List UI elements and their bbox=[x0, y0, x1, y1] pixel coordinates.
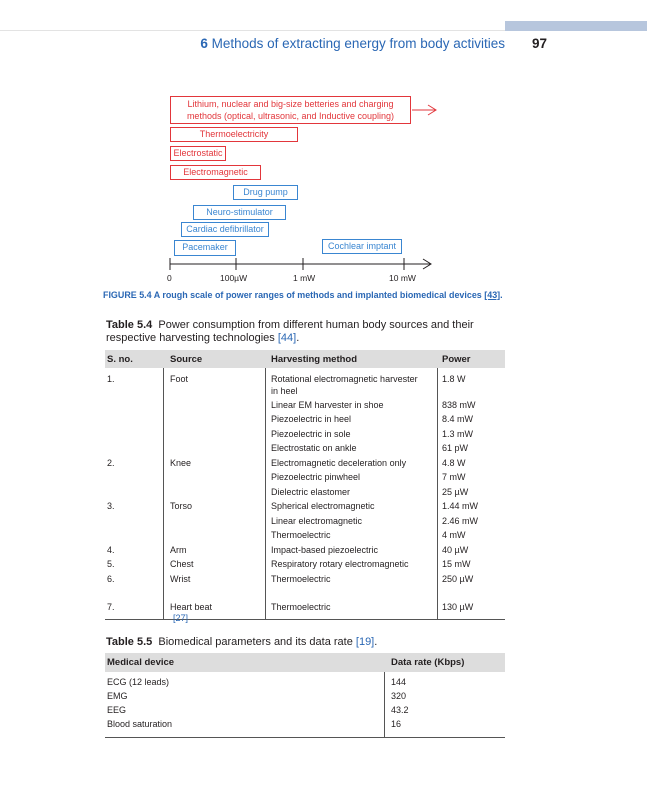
cell-method: Rotational electromagnetic harvester bbox=[271, 374, 418, 384]
box-batteries bbox=[170, 96, 411, 124]
box-electrostatic: Electrostatic bbox=[170, 146, 226, 161]
header-medical-device: Medical device bbox=[107, 657, 175, 668]
tick-label-1mw: 1 mW bbox=[293, 273, 316, 283]
cell-source: Wrist bbox=[170, 574, 191, 584]
figure-5-4 bbox=[0, 0, 647, 300]
header-sno: S. no. bbox=[107, 354, 133, 365]
cell-method: Piezoelectric in heel bbox=[271, 414, 352, 424]
cell-rate: 43.2 bbox=[391, 705, 409, 715]
cell-power: 1.44 mW bbox=[442, 501, 479, 511]
table-5-5-title: Biomedical parameters and its data rate bbox=[158, 636, 353, 648]
cell-source: Chest bbox=[170, 559, 194, 569]
table-5-4-title-line2: respective harvesting technologies bbox=[106, 332, 275, 344]
page-number: 97 bbox=[532, 36, 548, 51]
cell-method: Linear EM harvester in shoe bbox=[271, 400, 384, 410]
cell-power: 250 µW bbox=[442, 574, 474, 584]
cell-method-continued: in heel bbox=[271, 386, 298, 396]
table-5-5-caption bbox=[106, 636, 377, 649]
cell-sno: 7. bbox=[107, 602, 115, 612]
table-5-4-ref[interactable]: [44] bbox=[277, 332, 297, 344]
chapter-number: 6 bbox=[200, 36, 208, 51]
cell-method: Spherical electromagnetic bbox=[271, 501, 375, 511]
cell-device: Blood saturation bbox=[107, 719, 173, 729]
table-5-4-title-end: . bbox=[296, 332, 300, 344]
box-thermoelectricity: Thermoelectricity bbox=[170, 127, 298, 142]
cell-power: 8.4 mW bbox=[442, 414, 474, 424]
cell-source: Foot bbox=[170, 374, 189, 384]
cell-power: 838 mW bbox=[442, 400, 476, 410]
cell-method: Thermoelectric bbox=[271, 602, 331, 612]
header-method: Harvesting method bbox=[271, 354, 358, 365]
box-batteries-line1: Lithium, nuclear and big-size betteries and charging bbox=[187, 99, 394, 109]
table-5-4-label: Table 5.4 bbox=[106, 319, 153, 331]
header-data-rate: Data rate (Kbps) bbox=[391, 657, 465, 668]
cell-method: Dielectric elastomer bbox=[271, 487, 351, 497]
cell-power: 1.8 W bbox=[442, 374, 466, 384]
figure-caption-ref[interactable]: [43] bbox=[484, 290, 501, 300]
header-power: Power bbox=[442, 354, 471, 365]
tick-label-0: 0 bbox=[167, 273, 172, 283]
cell-sno: 2. bbox=[107, 458, 115, 468]
table-5-5 bbox=[105, 653, 505, 739]
cell-sno: 4. bbox=[107, 545, 115, 555]
cell-source-ref[interactable]: [27] bbox=[173, 613, 189, 623]
figure-caption-end: . bbox=[500, 290, 503, 300]
cell-power: 25 µW bbox=[442, 487, 469, 497]
cell-power: 1.3 mW bbox=[442, 429, 474, 439]
cell-source: Knee bbox=[170, 458, 192, 468]
cell-power: 4 mW bbox=[442, 530, 466, 540]
figure-caption-text: A rough scale of power ranges of methods and implanted biomedical devices bbox=[153, 290, 482, 300]
table-5-4-title-line1: Power consumption from different human body sources and their bbox=[158, 319, 474, 331]
cell-sno: 6. bbox=[107, 574, 115, 584]
table-5-5-label: Table 5.5 bbox=[106, 636, 153, 648]
box-neuro-stimulator: Neuro-stimulator bbox=[193, 205, 286, 220]
table-5-4-caption-line2 bbox=[106, 332, 474, 345]
header-source: Source bbox=[170, 354, 203, 365]
cell-method: Piezoelectric in sole bbox=[271, 429, 351, 439]
figure-lines bbox=[0, 0, 647, 300]
cell-source: Torso bbox=[170, 501, 193, 511]
tick-label-10mw: 10 mW bbox=[389, 273, 416, 283]
cell-sno: 3. bbox=[107, 501, 115, 511]
box-drug-pump: Drug pump bbox=[233, 185, 298, 200]
cell-device: EEG bbox=[107, 705, 127, 715]
cell-power: 7 mW bbox=[442, 472, 466, 482]
tick-label-100uw: 100µW bbox=[220, 273, 248, 283]
table-5-5-ref[interactable]: [19] bbox=[355, 636, 375, 648]
cell-source: Arm bbox=[170, 545, 187, 555]
cell-rate: 320 bbox=[391, 691, 407, 701]
cell-method: Impact-based piezoelectric bbox=[271, 545, 379, 555]
cell-power: 40 µW bbox=[442, 545, 469, 555]
table-5-4-bottom-rule bbox=[105, 619, 505, 620]
cell-device: EMG bbox=[107, 691, 128, 701]
figure-caption-label: FIGURE 5.4 bbox=[103, 290, 152, 300]
cell-device: ECG (12 leads) bbox=[107, 677, 170, 687]
cell-method: Thermoelectric bbox=[271, 574, 331, 584]
table-5-4-divider-1 bbox=[163, 368, 164, 620]
cell-method: Piezoelectric pinwheel bbox=[271, 472, 361, 482]
cell-source-wrap bbox=[170, 602, 212, 624]
cell-power: 2.46 mW bbox=[442, 516, 479, 526]
cell-method: Electromagnetic deceleration only bbox=[271, 458, 407, 468]
table-5-5-bottom-rule bbox=[105, 737, 505, 738]
cell-method: Linear electromagnetic bbox=[271, 516, 363, 526]
cell-method: Electrostatic on ankle bbox=[271, 443, 357, 453]
cell-power: 130 µW bbox=[442, 602, 474, 612]
cell-power: 15 mW bbox=[442, 559, 471, 569]
cell-rate: 16 bbox=[391, 719, 402, 729]
cell-power: 61 pW bbox=[442, 443, 469, 453]
cell-source: Heart beat bbox=[170, 602, 213, 612]
table-5-4 bbox=[105, 350, 505, 622]
cell-method: Thermoelectric bbox=[271, 530, 331, 540]
cell-method: Respiratory rotary electromagnetic bbox=[271, 559, 409, 569]
cell-sno: 1. bbox=[107, 374, 115, 384]
table-5-4-caption-line1 bbox=[106, 319, 474, 332]
box-pacemaker: Pacemaker bbox=[174, 240, 236, 256]
figure-caption bbox=[103, 290, 503, 300]
table-5-4-caption bbox=[106, 319, 474, 345]
box-batteries-line2: methods (optical, ultrasonic, and Inductive coupling) bbox=[186, 111, 395, 121]
box-cardiac-defibrillator: Cardiac defibrillator bbox=[181, 222, 269, 237]
box-cochlear-implant: Cochlear imptant bbox=[322, 239, 402, 254]
box-electromagnetic: Electromagnetic bbox=[170, 165, 261, 180]
table-5-5-divider bbox=[384, 672, 385, 737]
cell-rate: 144 bbox=[391, 677, 407, 687]
cell-sno: 5. bbox=[107, 559, 115, 569]
table-5-4-divider-3 bbox=[437, 368, 438, 620]
chapter-title: Methods of extracting energy from body activities bbox=[211, 36, 505, 51]
table-5-4-divider-2 bbox=[265, 368, 266, 620]
cell-power: 4.8 W bbox=[442, 458, 466, 468]
table-5-5-title-end: . bbox=[374, 636, 378, 648]
